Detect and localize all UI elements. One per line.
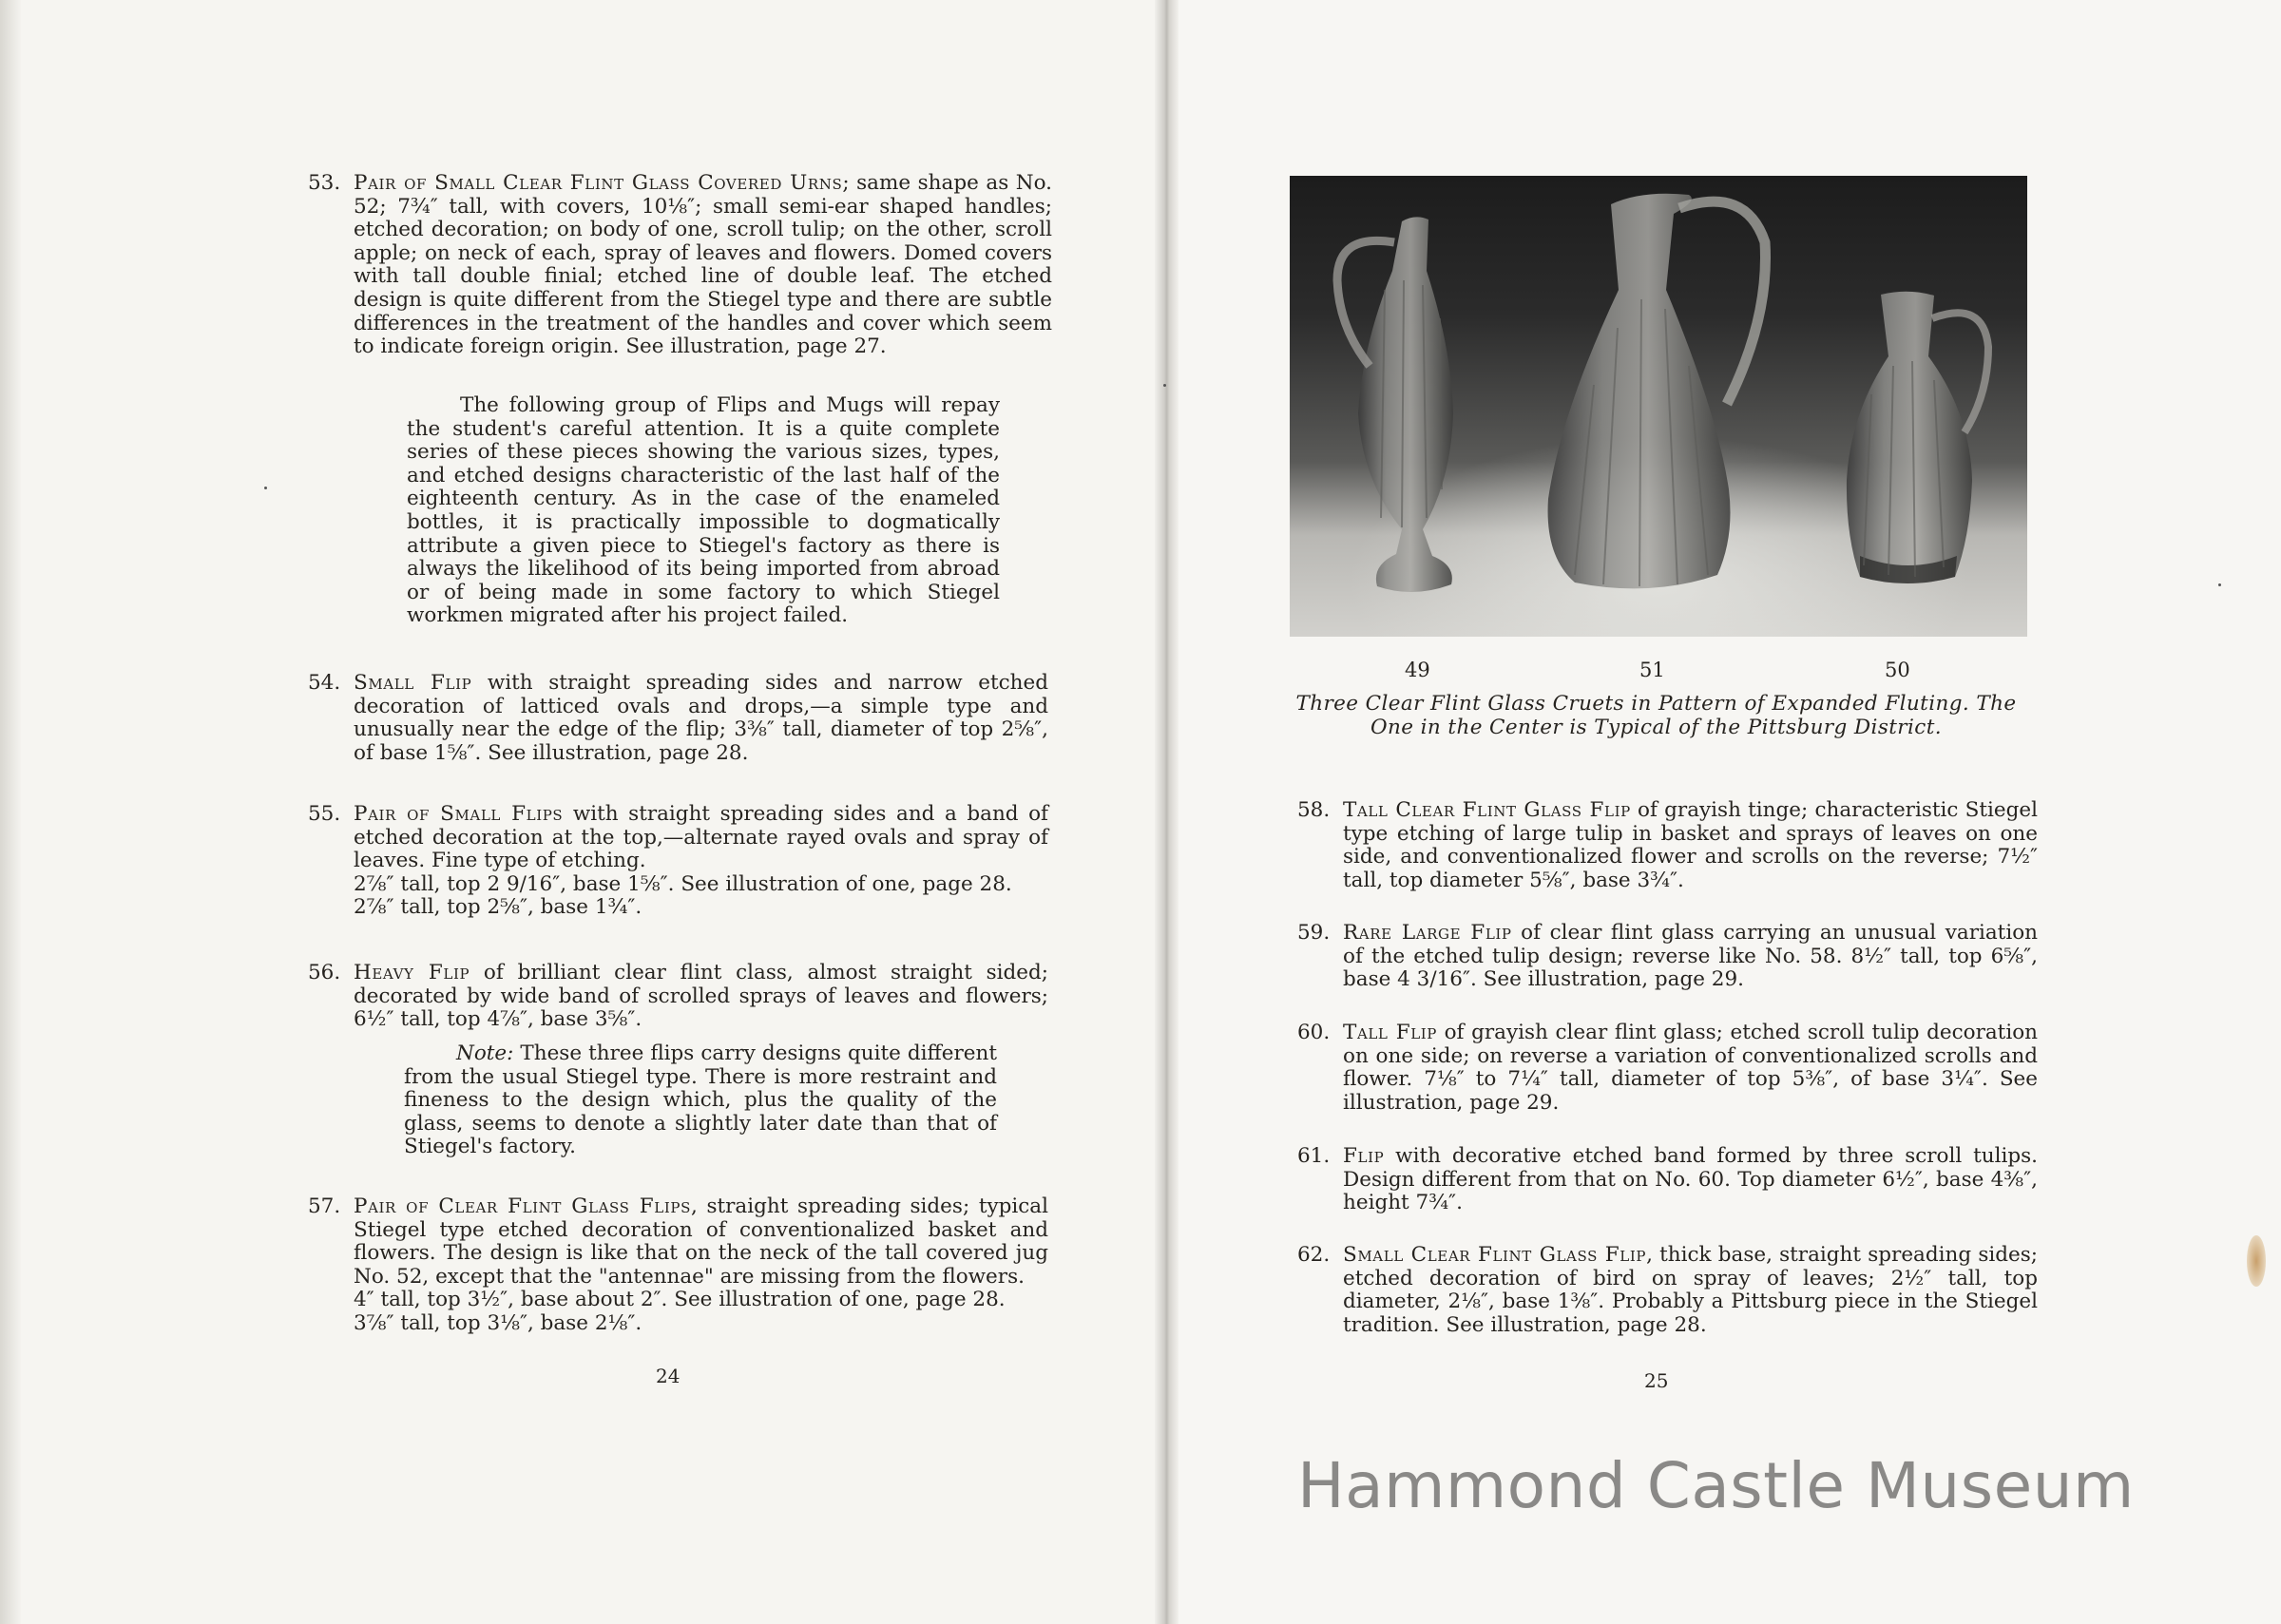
entry-title: Heavy Flip	[354, 961, 470, 984]
measurement-line: 3⅞″ tall, top 3⅛″, base 2⅛″.	[354, 1310, 642, 1335]
entry-title: Pair of Small Clear Flint Glass Covered Urns	[354, 171, 843, 195]
entry-54	[308, 671, 1048, 765]
entry-title: Pair of Clear Flint Glass Flips	[354, 1194, 691, 1218]
entry-56	[308, 961, 1048, 1032]
entry-number: 57.	[308, 1194, 341, 1218]
entry-number: 61.	[1297, 1144, 1331, 1168]
page-edge-shadow	[0, 0, 21, 1624]
entry-55	[308, 802, 1049, 920]
figure-caption: Three Clear Flint Glass Cruets in Pattern of Expanded Fluting. The One in the Center is Typical of the Pittsburg District.	[1295, 692, 2017, 739]
entry-59	[1297, 921, 2038, 992]
entry-title: Flip	[1343, 1144, 1385, 1168]
book-gutter	[1155, 0, 1179, 1624]
entry-text: of grayish clear flint glass; etched scroll tulip decoration on one side; on reverse a variation of conventionalized scrolls and flower. 7⅛″ to 7¼″ tall, diameter of top 5⅜″, of base 3¼″. See illustration, page 29.	[1343, 1021, 2038, 1115]
cruet-50	[1847, 292, 1988, 583]
paper-speck	[2218, 583, 2221, 586]
entry-title: Tall Flip	[1343, 1021, 1437, 1044]
entry-text: , thick base, straight spreading sides; etched decoration of bird on spray of leaves; 2½″ tall, top diameter, 2⅛″, base 1⅜″. Probably a Pittsburg piece in the Stiegel tradition. See illustration, page 28.	[1343, 1243, 2038, 1337]
entry-title: Tall Clear Flint Glass Flip	[1343, 798, 1631, 822]
figure-number-49: 49	[1405, 659, 1430, 681]
figure-number-51: 51	[1639, 659, 1665, 681]
entry-title: Pair of Small Flips	[354, 802, 564, 826]
entry-number: 56.	[308, 961, 341, 984]
entry-text: of brilliant clear flint class, almost straight sided; decorated by wide band of scrolled sprays of leaves and flowers; 6½″ tall, top 4⅞″, base 3⅝″.	[354, 961, 1048, 1032]
entry-title: Small Clear Flint Glass Flip	[1343, 1243, 1647, 1267]
paper-stain	[2247, 1235, 2266, 1287]
page-number-right: 25	[1644, 1369, 1669, 1392]
measurement-line: 2⅞″ tall, top 2⅝″, base 1¾″.	[354, 895, 642, 920]
entry-57	[308, 1194, 1048, 1336]
figure-number-50: 50	[1885, 659, 1910, 681]
entry-title: Rare Large Flip	[1343, 921, 1512, 945]
entry-62	[1297, 1243, 2038, 1337]
intro-paragraph: The following group of Flips and Mugs will repay the student's careful attention. It is a quite complete series of these pieces showing the various sizes, types, and etched designs characteristic of the last half of the eighteenth century. As in the case of the enameled bottles, it is practically impossible to dogmatically attribute a given piece to Stiegel's factory as there is always the likelihood of its being imported from abroad or of being made in some factory to which Stiegel workmen migrated after his project failed.	[407, 393, 1000, 628]
entry-number: 53.	[308, 171, 341, 195]
entry-text: with straight spreading sides and narrow etched decoration of latticed ovals and drops,—a simple type and unusually near the edge of the flip; 3⅜″ tall, diameter of top 2⅝″, of base 1⅝″. See illustration, page 28.	[354, 671, 1048, 765]
cruet-51	[1548, 194, 1766, 589]
entry-text: of grayish tinge; characteristic Stiegel type etching of large tulip in basket and sprays of leaves on one side, and conventionalized flower and scrolls on the reverse; 7½″ tall, top diameter 5⅝″, base 3¾″.	[1343, 798, 2038, 892]
measurement-line: 4″ tall, top 3½″, base about 2″. See illustration of one, page 28.	[354, 1288, 1006, 1312]
entry-text: with straight spreading sides and a band of etched decoration at the top,—alternate rayed ovals and spray of leaves. Fine type of etching.	[354, 802, 1049, 873]
cruets-photograph	[1290, 176, 2027, 637]
entry-number: 55.	[308, 802, 341, 826]
entry-number: 54.	[308, 671, 341, 695]
paper-speck	[1163, 384, 1166, 387]
entry-58	[1297, 798, 2038, 892]
page-number-left: 24	[656, 1365, 680, 1387]
entry-number: 60.	[1297, 1021, 1331, 1044]
entry-60	[1297, 1021, 2038, 1115]
note-text: These three flips carry designs quite different from the usual Stiegel type. There is more restraint and fineness to the design which, plus the quality of the glass, seems to denote a slightly later date than that of Stiegel's factory.	[404, 1041, 997, 1159]
entry-text: with decorative etched band formed by three scroll tulips. Design different from that on No. 60. Top diameter 6½″, base 4⅜″, height 7¾″.	[1343, 1144, 2038, 1215]
entry-text: , straight spreading sides; typical Stiegel type etched decoration of conventionalized basket and flowers. The design is like that on the neck of the tall covered jug No. 52, except that the "antennae" are missing from the flowers.	[354, 1194, 1048, 1289]
note-label: Note:	[456, 1041, 514, 1065]
museum-watermark: Hammond Castle Museum	[1297, 1449, 2135, 1522]
entry-text: of clear flint glass carrying an unusual variation of the etched tulip design; reverse like No. 58. 8½″ tall, top 6⅝″, base 4 3/16″. See illustration, page 29.	[1343, 921, 2038, 992]
measurement-line: 2⅞″ tall, top 2 9/16″, base 1⅝″. See illustration of one, page 28.	[354, 871, 1012, 896]
entry-text: ; same shape as No. 52; 7¾″ tall, with covers, 10⅛″; small semi-ear shaped handles; etched decoration; on body of one, scroll tulip; on the other, scroll apple; on neck of each, spray of leaves and flowers. Domed covers with tall double finial; etched line of double leaf. The etched design is quite different from the Stiegel type and there are subtle differences in the treatment of the handles and cover which seem to indicate foreign origin. See illustration, page 27.	[354, 171, 1052, 359]
cruets-illustration	[1290, 176, 2027, 637]
cruet-49	[1337, 217, 1453, 592]
entry-number: 59.	[1297, 921, 1331, 945]
entry-number: 58.	[1297, 798, 1331, 822]
entry-61	[1297, 1144, 2038, 1215]
entry-number: 62.	[1297, 1243, 1331, 1267]
entry-title: Small Flip	[354, 671, 472, 695]
paper-speck	[264, 487, 267, 489]
entry-53	[308, 171, 1052, 359]
note-paragraph	[404, 1042, 997, 1159]
